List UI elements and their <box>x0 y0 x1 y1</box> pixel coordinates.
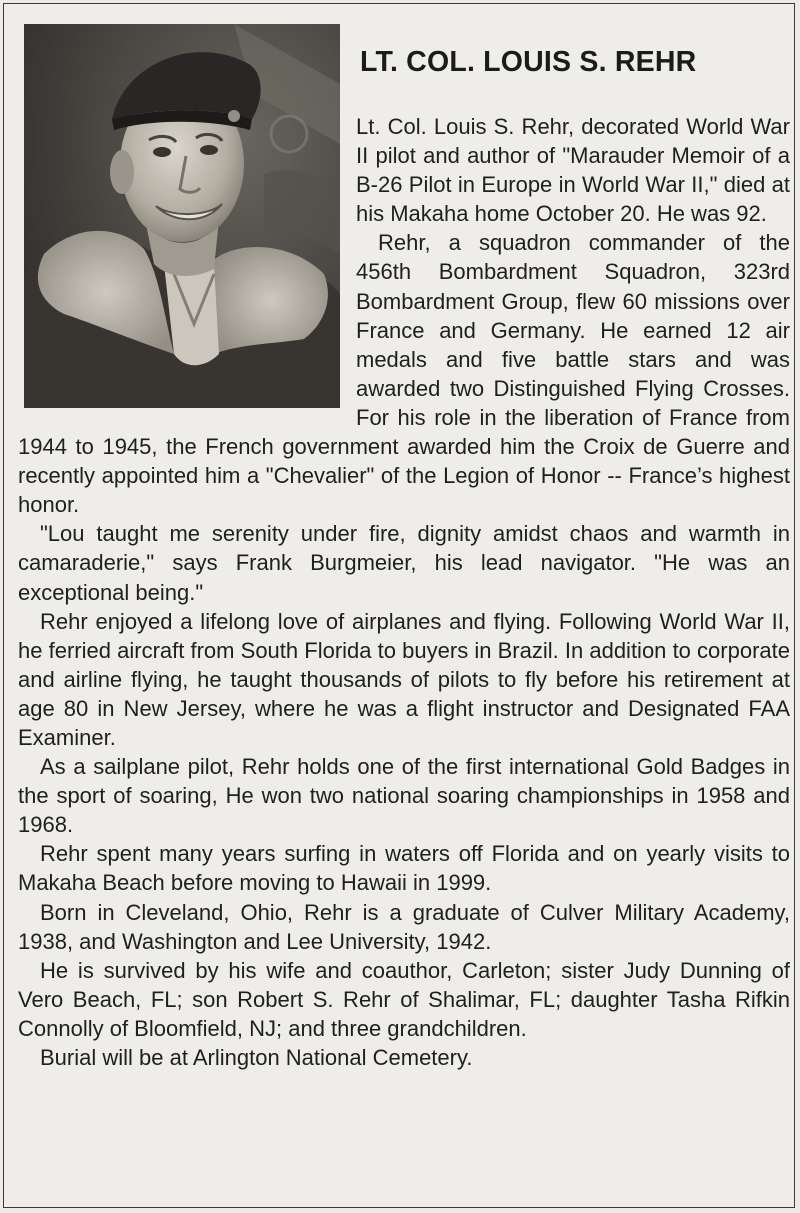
paragraph-6: Rehr spent many years surfing in waters off Florida and on yearly visits to Makaha Beach before moving to Hawaii in 1999. <box>18 841 790 896</box>
paragraph-5: As a sailplane pilot, Rehr holds one of the first international Gold Badges in the sport of soaring, He won two national soaring championships in 1958 and 1968. <box>18 754 790 838</box>
paragraph-8: He is survived by his wife and coauthor, Carleton; sister Judy Dunning of Vero Beach, FL; son Robert S. Rehr of Shalimar, FL; daughter Tasha Rifkin Connolly of Bloomfield, NJ; and three grandchildren. <box>18 957 790 1041</box>
paragraph-7: Born in Cleveland, Ohio, Rehr is a graduate of Culver Military Academy, 1938, and Washington and Lee University, 1942. <box>18 899 790 954</box>
photo-wrap-spacer <box>18 112 356 408</box>
paragraph-1: Lt. Col. Louis S. Rehr, decorated World War II pilot and author of "Marauder Memoir of a B-26 Pilot in Europe in World War II," died at his Makaha home October 20. He was 92. <box>356 114 790 227</box>
paragraph-2: Rehr, a squadron commander of the 456th Bombardment Squadron, 323rd Bombardment Group, flew 60 missions over France and Germany. He earned 12 air medals and five battle stars and was awarded two Distinguished Flying Crosses. For his role in the liberation of France from 1944 to 1945, the French government awarded him the Croix de Guerre and recently appointed him a "Chevalier" of the Legion of Honor -- France’s highest honor. <box>18 230 790 518</box>
article-body <box>18 112 790 1072</box>
obituary-clipping <box>3 3 795 1208</box>
paragraph-4: Rehr enjoyed a lifelong love of airplanes and flying. Following World War II, he ferried aircraft from South Florida to buyers in Brazil. In addition to corporate and airline flying, he taught thousands of pilots to fly before his retirement at age 80 in New Jersey, where he was a flight instructor and Designated FAA Examiner. <box>18 608 790 750</box>
headline: LT. COL. LOUIS S. REHR <box>360 46 697 78</box>
paragraph-9: Burial will be at Arlington National Cemetery. <box>40 1045 473 1070</box>
paragraph-3: "Lou taught me serenity under fire, dignity amidst chaos and warmth in camaraderie," says Frank Burgmeier, his lead navigator. "He was an exceptional being." <box>18 521 790 605</box>
